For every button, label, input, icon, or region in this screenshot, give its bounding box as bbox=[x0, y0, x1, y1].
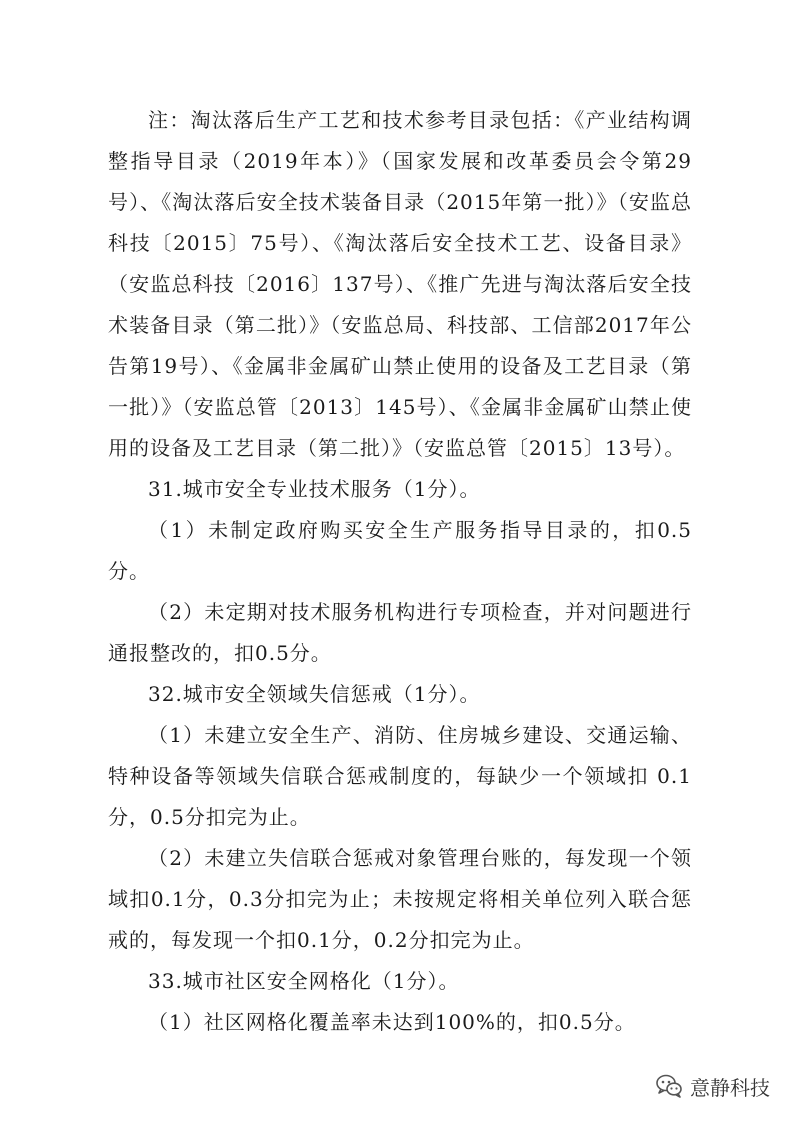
item-33-rule-1: （1）社区网格化覆盖率未达到100%的，扣0.5分。 bbox=[148, 1010, 636, 1034]
item-32-rule-2: （2）未建立失信联合惩戒对象管理台账的，每发现一个领域扣0.1分，0.3分扣完为止；未按规定将相关单位列入联合惩戒的，每发现一个扣0.1分，0.2分扣完为止。 bbox=[108, 846, 692, 952]
document-page bbox=[108, 100, 692, 1043]
reference-note: 注：淘汰落后生产工艺和技术参考目录包括：《产业结构调整指导目录（2019年本）》（国家发展和改革委员会令第29号）、《淘汰落后安全技术装备目录（2015年第一批）》（安监总科技〔2015〕75号）、《淘汰落后安全技术工艺、设备目录》（安监总科技〔2016〕137号）、《推广先进与淘汰落后安全技术装备目录（第二批）》（安监总局、科技部、工信部2017年公告第19号）、《金属非金属矿山禁止使用的设备及工艺目录（第一批）》（安监总管〔2013〕145号）、《金属非金属矿山禁止使用的设备及工艺目录（第二批）》（安监总管〔2015〕13号）。 bbox=[108, 108, 692, 460]
item-31-rule-2: （2）未定期对技术服务机构进行专项检查，并对问题进行通报整改的，扣0.5分。 bbox=[108, 600, 692, 665]
item-32-rule-1: （1）未建立安全生产、消防、住房城乡建设、交通运输、特种设备等领域失信联合惩戒制度的，每缺少一个领域扣 0.1 分，0.5分扣完为止。 bbox=[108, 723, 692, 829]
watermark bbox=[654, 1070, 770, 1102]
item-32-heading: 32.城市安全领域失信惩戒（1分）。 bbox=[148, 682, 481, 706]
item-33-heading: 33.城市社区安全网格化（1分）。 bbox=[148, 969, 460, 993]
item-31-rule-1: （1）未制定政府购买安全生产服务指导目录的，扣0.5分。 bbox=[108, 518, 692, 583]
watermark-text: 意静科技 bbox=[690, 1075, 770, 1100]
item-31-heading: 31.城市安全专业技术服务（1分）。 bbox=[148, 477, 481, 501]
wechat-icon bbox=[654, 1071, 684, 1101]
